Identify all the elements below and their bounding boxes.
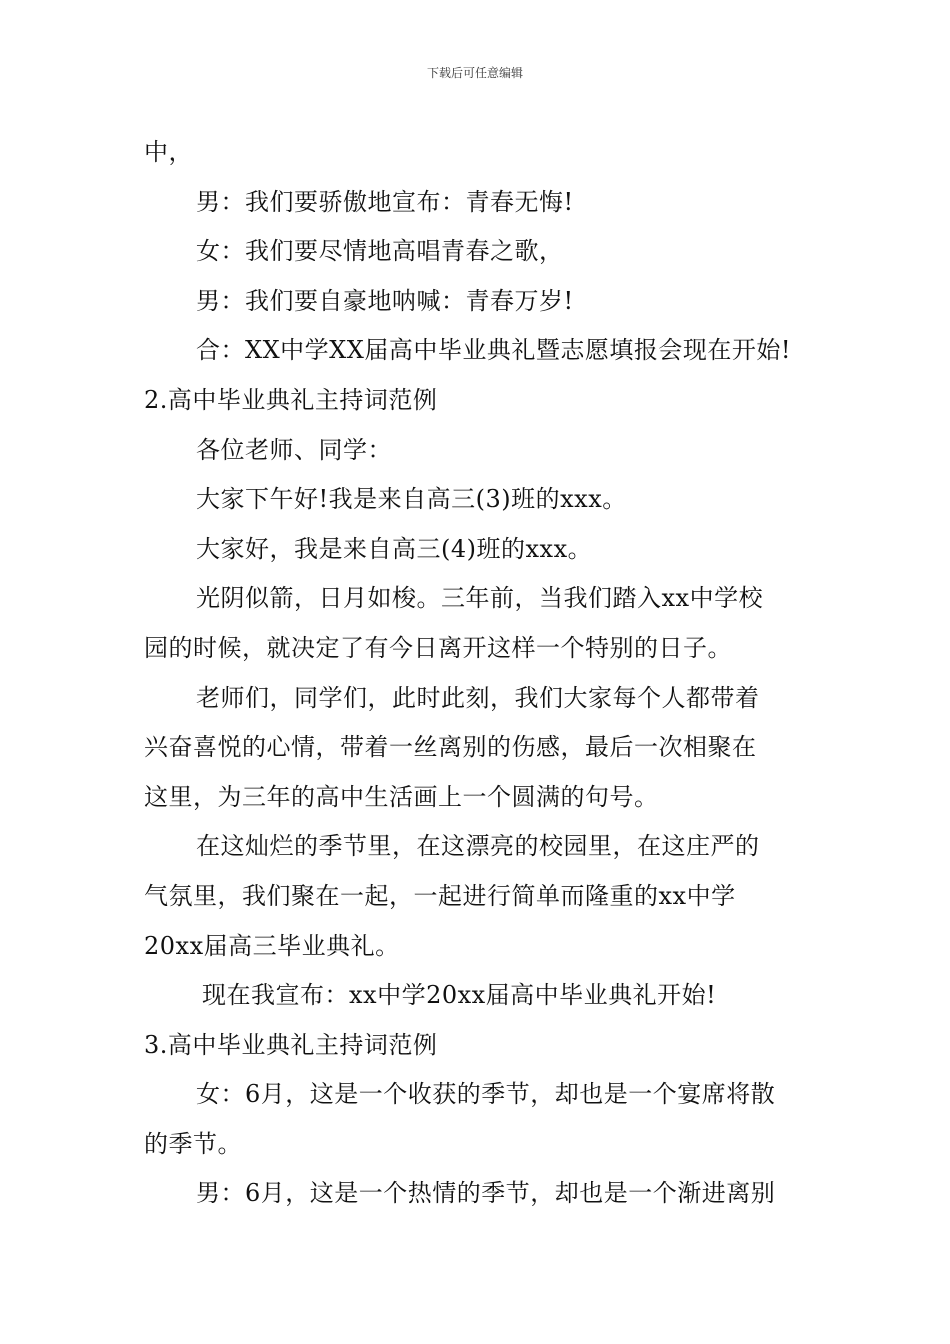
text-line-20: 女：6月，这是一个收获的季节，却也是一个宴席将散 (196, 1080, 776, 1109)
text-line-13: 兴奋喜悦的心情，带着一丝离别的伤感，最后一次相聚在 (144, 733, 757, 762)
text-line-21: 的季节。 (144, 1129, 242, 1158)
text-line-11: 园的时候，就决定了有今日离开这样一个特别的日子。 (144, 633, 732, 662)
text-line-14: 这里，为三年的高中生活画上一个圆满的句号。 (144, 782, 659, 811)
text-line-9: 大家好，我是来自高三(4)班的xxx。 (196, 534, 593, 563)
text-line-5: 合：XX中学XX届高中毕业典礼暨志愿填报会现在开始! (196, 336, 791, 365)
document-body (144, 128, 806, 1219)
section-heading-3: 3.高中毕业典礼主持词范例 (144, 1030, 438, 1059)
text-line-22: 男：6月，这是一个热情的季节，却也是一个渐进离别 (196, 1179, 776, 1208)
text-line-17: 20xx届高三毕业典礼。 (144, 931, 400, 960)
text-line-8: 大家下午好!我是来自高三(3)班的xxx。 (196, 485, 627, 514)
text-line-4: 男：我们要自豪地呐喊：青春万岁! (196, 286, 574, 315)
text-line-3: 女：我们要尽情地高唱青春之歌， (196, 237, 564, 266)
text-line-1: 中， (144, 138, 193, 166)
page-header-note: 下载后可任意编辑 (426, 66, 523, 80)
text-line-18: 现在我宣布：xx中学20xx届高中毕业典礼开始! (202, 981, 717, 1010)
text-line-2: 男：我们要骄傲地宣布：青春无悔! (196, 187, 574, 216)
text-line-10: 光阴似箭，日月如梭。三年前，当我们踏入xx中学校 (196, 584, 764, 613)
section-heading-2: 2.高中毕业典礼主持词范例 (144, 385, 438, 414)
text-line-15: 在这灿烂的季节里，在这漂亮的校园里，在这庄严的 (196, 832, 760, 861)
text-line-16: 气氛里，我们聚在一起，一起进行简单而隆重的xx中学 (144, 881, 736, 910)
text-line-7: 各位老师、同学： (196, 435, 392, 464)
text-line-12: 老师们，同学们，此时此刻，我们大家每个人都带着 (196, 683, 760, 712)
